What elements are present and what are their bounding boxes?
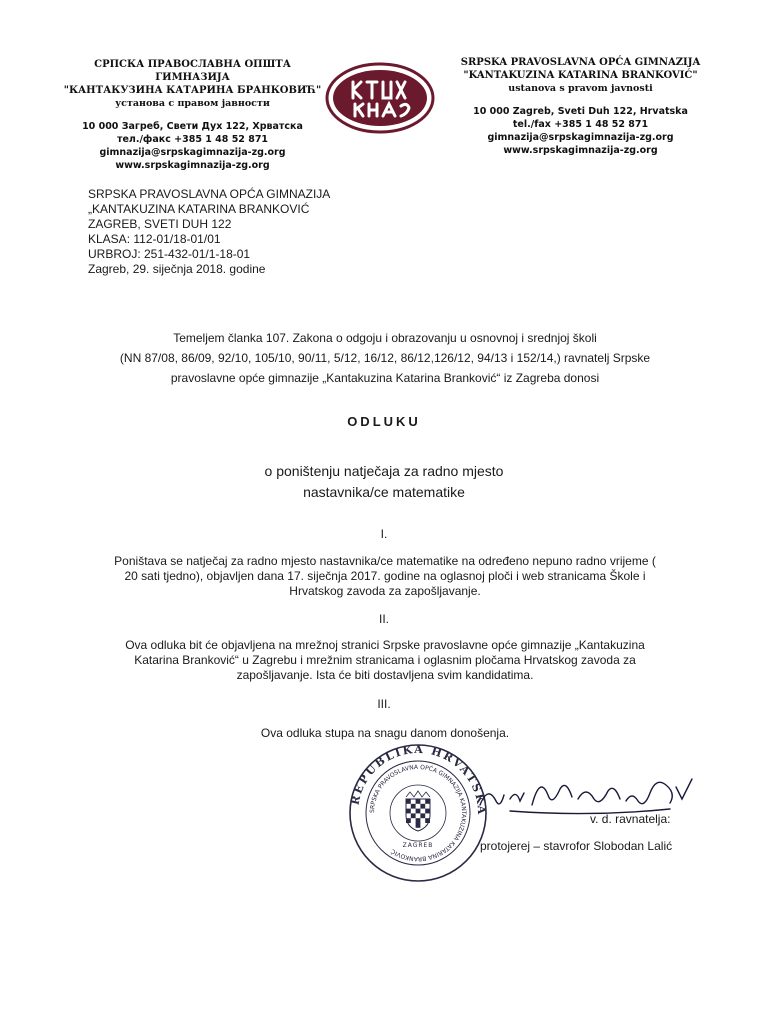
- urbroj-reference: URBROJ: 251-432-01/1-18-01: [88, 247, 251, 261]
- section-2-line2: Katarina Branković“ u Zagrebu i mrežnim stranicama i oglasnim pločama Hrvatskog zavoda za: [134, 653, 636, 667]
- section-2-number: II.: [378, 612, 389, 626]
- preamble-line2: (NN 87/08, 86/09, 92/10, 105/10, 90/11, 5/12, 16/12, 86/12,126/12, 94/13 i 152/14,) ravnatelj Srpske: [119, 351, 651, 365]
- preamble: [60, 328, 710, 388]
- letterhead-latin-line7: www.srpskagimnazija-zg.org: [503, 145, 658, 156]
- letterhead-latin-line3: ustanova s pravom javnosti: [508, 83, 653, 94]
- address-line2: „KANTAKUZINA KATARINA BRANKOVIĆ: [88, 202, 310, 216]
- letterhead-cyrillic-line2: "КАНТАКУЗИНА КАТАРИНА БРАНКОВИЋ": [63, 85, 322, 96]
- subtitle-line2: nastavnika/ce matematike: [303, 484, 465, 500]
- school-monogram-logo-icon: [325, 62, 435, 134]
- section-3-text: [50, 726, 720, 741]
- letterhead-cyrillic-line3: установа с правом јавности: [115, 98, 270, 109]
- address-block: [88, 187, 408, 277]
- letterhead-latin-line6: gimnazija@srpskagimnazija-zg.org: [487, 132, 674, 143]
- letterhead-latin-line2: "KANTAKUZINA KATARINA BRANKOVIĆ": [463, 70, 698, 81]
- letterhead-cyrillic-line1: СРПСКА ПРАВОСЛАВНА ОПШТА ГИМНАЗИЈА: [94, 59, 291, 83]
- signatory-name: protojerej – stavrofor Slobodan Lalić: [480, 839, 673, 853]
- signatory-role: v. d. ravnatelja:: [590, 812, 671, 826]
- address-line3: ZAGREB, SVETI DUH 122: [88, 217, 232, 231]
- preamble-line3: pravoslavne opće gimnazije „Kantakuzina Katarina Branković“ iz Zagreba donosi: [170, 371, 600, 385]
- letterhead-cyrillic-line5: тел./факс +385 1 48 52 871: [116, 134, 269, 145]
- letterhead-cyrillic: [60, 58, 325, 172]
- document-date: Zagreb, 29. siječnja 2018. godine: [88, 262, 266, 276]
- section-1-line3: Hrvatskog zavoda za zapošljavanje.: [289, 584, 481, 598]
- document-title: ODLUKU: [347, 414, 421, 429]
- section-1-number: I.: [380, 527, 388, 541]
- section-1-text: [50, 554, 720, 599]
- section-3-line1: Ova odluka stupa na snagu danom donošenja.: [260, 726, 510, 740]
- section-3-number: III.: [377, 697, 391, 711]
- letterhead-cyrillic-line6: gimnazija@srpskagimnazija-zg.org: [99, 147, 286, 158]
- letterhead-cyrillic-line7: www.srpskagimnazija-zg.org: [115, 160, 270, 171]
- section-2-line1: Ova odluka bit će objavljena na mrežnoj stranici Srpske pravoslavne opće gimnazije „Kantakuzina: [125, 638, 645, 652]
- letterhead-latin-line4: 10 000 Zagreb, Sveti Duh 122, Hrvatska: [473, 106, 688, 117]
- klasa-reference: KLASA: 112-01/18-01/01: [88, 232, 221, 246]
- subtitle-line1: o poništenju natječaja za radno mjesto: [264, 463, 504, 479]
- letterhead-latin-line5: tel./fax +385 1 48 52 871: [512, 119, 649, 130]
- section-2-text: [50, 638, 720, 683]
- document-subtitle: [134, 461, 634, 503]
- seal-inner-text: SRPSKA PRAVOSLAVNA OPĆA GIMNAZIJA KANTAKUZINA KATARINA BRANKOVIĆ: [368, 763, 468, 863]
- seal-city: ZAGREB: [402, 842, 434, 849]
- letterhead-cyrillic-line4: 10 000 Загреб, Свети Дух 122, Хрватска: [82, 121, 303, 132]
- preamble-line1: Temeljem članka 107. Zakona o odgoju i obrazovanju u osnovnoj i srednjoj školi: [173, 331, 597, 345]
- section-1-line2: 20 sati tjedno), objavljen dana 17. siječnja 2017. godine na oglasnoj ploči i web stranicama Škole i: [124, 569, 646, 583]
- address-line1: SRPSKA PRAVOSLAVNA OPĆA GIMNAZIJA: [88, 187, 331, 201]
- seal-outer-text: REPUBLIKA HRVATSKA: [348, 743, 489, 817]
- section-2-line3: zapošljavanje. Ista će biti dostavljena svim kandidatima.: [236, 668, 534, 682]
- section-1-line1: Poništava se natječaj za radno mjesto nastavnika/ce matematike na određeno nepuno radno vrijeme (: [114, 554, 656, 568]
- letterhead-latin-line1: SRPSKA PRAVOSLAVNA OPĆA GIMNAZIJA: [460, 57, 701, 68]
- letterhead-latin: [448, 56, 713, 157]
